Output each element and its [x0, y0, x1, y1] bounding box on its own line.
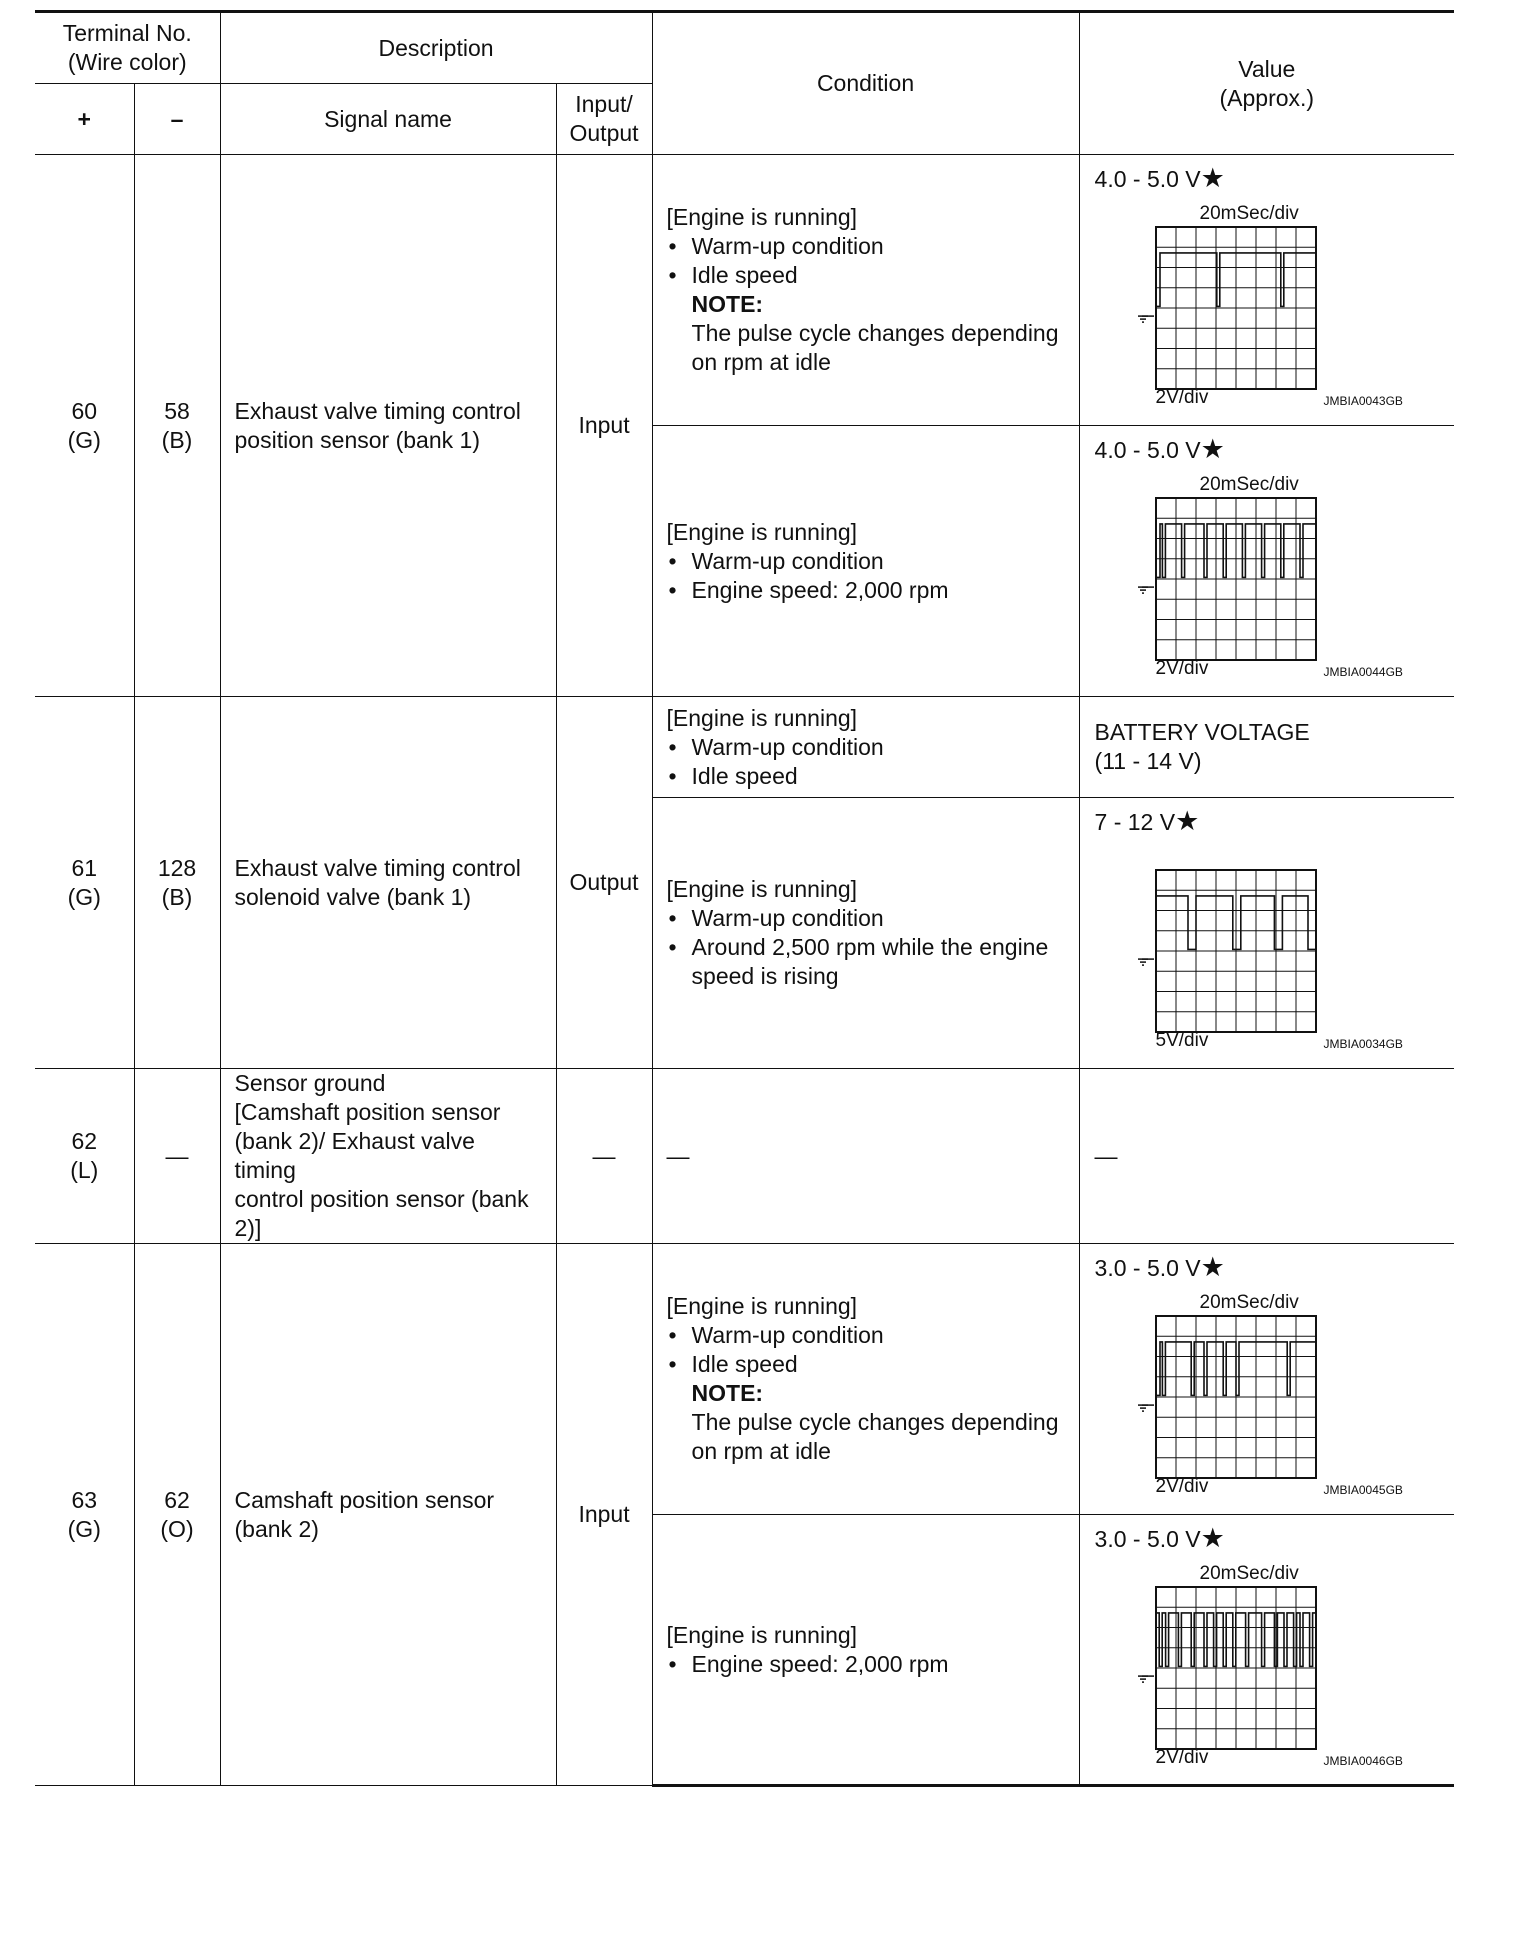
value-reading: 4.0 - 5.0 V★: [1094, 434, 1225, 464]
io-type: Output: [556, 697, 652, 1069]
star-icon: ★: [1200, 1523, 1225, 1553]
volt-division-label: 5V/div: [1155, 1030, 1209, 1051]
waveform-trace: [1157, 1342, 1316, 1395]
time-division-label: 20mSec/div: [1199, 1563, 1299, 1584]
oscilloscope-graph: [1080, 798, 1380, 1048]
terminal-plus: 61 (G): [35, 697, 134, 1069]
waveform-trace: [1157, 1613, 1316, 1666]
condition-cell: [Engine is running] • Warm-up condition • Idle speed: [652, 697, 1079, 798]
condition-header: Condition: [652, 12, 1079, 155]
terminal-table: [35, 10, 1454, 1787]
terminal-plus: 60 (G): [35, 155, 134, 697]
figure-code: JMBIA0044GB: [1323, 665, 1403, 679]
value-cell: BATTERY VOLTAGE (11 - 14 V): [1079, 697, 1454, 798]
terminal-no-header: Terminal No. (Wire color): [35, 12, 220, 84]
volt-division-label: 2V/div: [1155, 387, 1209, 408]
condition-cell: [Engine is running] • Engine speed: 2,000 rpm: [652, 1515, 1079, 1786]
signal-name-header: Signal name: [220, 84, 556, 155]
value-reading: 3.0 - 5.0 V★: [1094, 1523, 1225, 1553]
signal-name: Exhaust valve timing control solenoid valve (bank 1): [220, 697, 556, 1069]
minus-header: –: [134, 84, 220, 155]
volt-division-label: 2V/div: [1155, 1747, 1209, 1768]
io-type: Input: [556, 1244, 652, 1786]
condition-cell: [Engine is running] • Warm-up condition • Around 2,500 rpm while the engine speed is rising: [652, 798, 1079, 1069]
description-header: Description: [220, 12, 652, 84]
figure-code: JMBIA0045GB: [1323, 1483, 1403, 1497]
volt-division-label: 2V/div: [1155, 658, 1209, 679]
signal-name: Exhaust valve timing control position sensor (bank 1): [220, 155, 556, 697]
io-type: Input: [556, 155, 652, 697]
signal-name: Sensor ground [Camshaft position sensor (bank 2)/ Exhaust valve timing control position sensor (bank 2)]: [220, 1069, 556, 1244]
condition-cell: [Engine is running] • Warm-up condition • Idle speed NOTE: The pulse cycle changes depending on rpm at idle: [652, 1244, 1079, 1515]
signal-name: Camshaft position sensor (bank 2): [220, 1244, 556, 1786]
value-cell: [1079, 798, 1454, 1069]
io-header: Input/ Output: [556, 84, 652, 155]
volt-division-label: 2V/div: [1155, 1476, 1209, 1497]
oscilloscope-graph: [1080, 426, 1380, 676]
terminal-minus: 128 (B): [134, 697, 220, 1069]
figure-code: JMBIA0046GB: [1323, 1754, 1403, 1768]
condition-cell: [Engine is running] • Warm-up condition • Idle speed NOTE: The pulse cycle changes depending on rpm at idle: [652, 155, 1079, 426]
value-header: Value (Approx.): [1079, 12, 1454, 155]
value-cell: [1079, 426, 1454, 697]
value-reading: 3.0 - 5.0 V★: [1094, 1252, 1225, 1282]
terminal-plus: 62 (L): [35, 1069, 134, 1244]
condition-cell: —: [652, 1069, 1079, 1244]
oscilloscope-graph: [1080, 155, 1380, 405]
terminal-plus: 63 (G): [35, 1244, 134, 1786]
time-division-label: 20mSec/div: [1199, 203, 1299, 224]
value-cell: [1079, 1515, 1454, 1786]
time-division-label: 20mSec/div: [1199, 1292, 1299, 1313]
oscilloscope-graph: [1080, 1244, 1380, 1494]
terminal-minus: 58 (B): [134, 155, 220, 697]
terminal-minus: 62 (O): [134, 1244, 220, 1786]
value-cell: —: [1079, 1069, 1454, 1244]
io-type: —: [556, 1069, 652, 1244]
condition-cell: [Engine is running] • Warm-up condition • Engine speed: 2,000 rpm: [652, 426, 1079, 697]
star-icon: ★: [1175, 806, 1200, 836]
terminal-minus: —: [134, 1069, 220, 1244]
value-cell: [1079, 1244, 1454, 1515]
figure-code: JMBIA0043GB: [1323, 394, 1403, 408]
star-icon: ★: [1200, 434, 1225, 464]
value-reading: 4.0 - 5.0 V★: [1094, 163, 1225, 193]
plus-header: +: [35, 84, 134, 155]
figure-code: JMBIA0034GB: [1323, 1037, 1403, 1051]
time-division-label: 20mSec/div: [1199, 474, 1299, 495]
value-reading: 7 - 12 V★: [1094, 806, 1200, 836]
value-cell: [1079, 155, 1454, 426]
oscilloscope-graph: [1080, 1515, 1380, 1765]
star-icon: ★: [1200, 1252, 1225, 1282]
star-icon: ★: [1200, 163, 1225, 193]
